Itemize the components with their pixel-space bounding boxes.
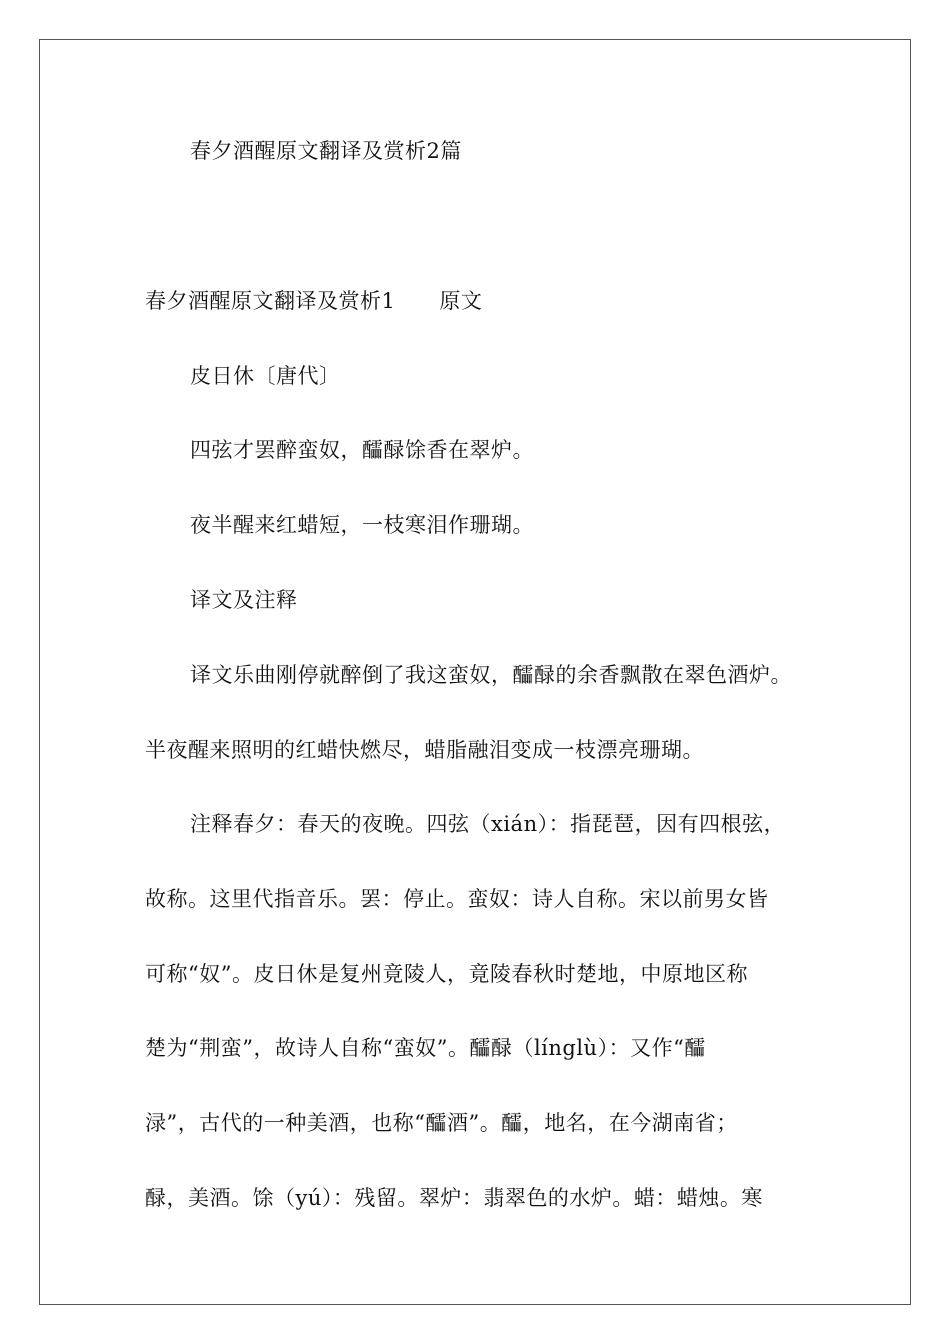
notes-line: 注释春夕：春天的夜晚。四弦（xián）：指琵琶，因有四根弦， [190,812,786,836]
notes-line: 醁，美酒。馀（yú）：残留。翠炉：翡翠色的水炉。蜡：蜡烛。寒 [145,1186,763,1210]
section-heading-row [145,287,482,315]
document-title: 春夕酒醒原文翻译及赏析2篇 [190,139,462,163]
translation-line: 译文乐曲刚停就醉倒了我这蛮奴，醽醁的余香飘散在翠色酒炉。 [190,663,792,687]
poem-line: 四弦才罢醉蛮奴，醽醁馀香在翠炉。 [190,438,534,462]
section-heading: 春夕酒醒原文翻译及赏析1 [145,289,396,313]
notes-line: 楚为“荆蛮”，故诗人自称“蛮奴”。醽醁（línglù）：又作“醽 [145,1036,706,1060]
notes-line: 故称。这里代指音乐。罢：停止。蛮奴：诗人自称。宋以前男女皆 [145,887,769,911]
translation-line: 半夜醒来照明的红蜡快燃尽，蜡脂融泪变成一枝漂亮珊瑚。 [145,738,704,762]
translation-heading: 译文及注释 [190,588,298,612]
notes-line: 渌”，古代的一种美酒，也称“醽酒”。醽，地名，在今湖南省； [145,1111,738,1135]
poem-author: 皮日休〔唐代〕 [190,364,341,388]
notes-line: 可称“奴”。皮日休是复州竟陵人，竟陵春秋时楚地，中原地区称 [145,962,748,986]
poem-line: 夜半醒来红蜡短，一枝寒泪作珊瑚。 [190,513,534,537]
section-label: 原文 [439,289,483,313]
